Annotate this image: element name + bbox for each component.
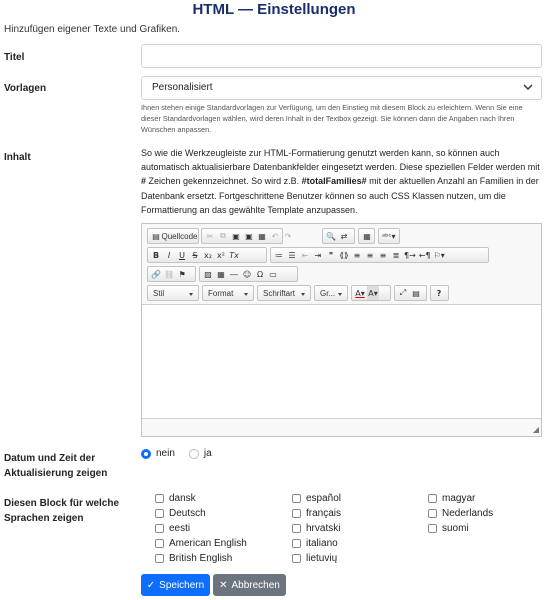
radio-ja[interactable] <box>189 449 199 459</box>
cancel-button-label: Abbrechen <box>231 579 280 591</box>
paragraph-group <box>270 247 489 263</box>
styles-combo[interactable]: Stil <box>147 285 199 301</box>
create-div-icon[interactable]: ⟪⟫ <box>339 250 349 260</box>
paste-icon[interactable]: ▣ <box>232 231 240 241</box>
paste-text-icon[interactable]: ▣ <box>245 231 253 241</box>
format-combo[interactable]: Format <box>202 285 254 301</box>
cancel-button[interactable] <box>213 574 286 596</box>
colors-group <box>351 285 391 301</box>
language-checkbox[interactable]: suomi <box>428 523 469 534</box>
language-checkbox[interactable]: American English <box>155 538 247 549</box>
checkbox[interactable] <box>292 509 301 518</box>
language-checkbox[interactable]: lietuvių <box>292 553 337 564</box>
remove-format-icon[interactable]: Tx <box>229 250 239 260</box>
language-checkbox[interactable]: dansk <box>155 493 196 504</box>
page-subtitle: Hinzufügen eigener Texte und Grafiken. <box>4 24 181 35</box>
vorlagen-help-text: Ihnen stehen einige Standardvorlagen zur Verfügung, um den Einstieg mit diesem Block zu erleichtern. Wenn Sie eine dieser Standardvorlagen wählen, wird deren Inhalt in der Textbox gezeigt. Sie können dann die Angaben nach Ihren Wünschen anpassen. <box>141 103 523 134</box>
blockquote-icon[interactable]: ❞ <box>328 250 334 260</box>
find-icon[interactable]: 🔍 <box>326 231 336 241</box>
bold-icon[interactable]: B <box>152 250 160 260</box>
language-checkbox[interactable]: Nederlands <box>428 508 493 519</box>
anchor-icon[interactable]: ⚑ <box>178 269 186 279</box>
special-char-icon[interactable]: Ω <box>256 269 264 279</box>
close-icon: ✕ <box>219 579 228 591</box>
strike-icon[interactable]: S <box>192 250 198 260</box>
datum-label: Datum und Zeit der Aktualisierung zeigen <box>4 453 108 479</box>
titel-label: Titel <box>4 52 25 63</box>
checkbox[interactable] <box>428 524 437 533</box>
indent-icon[interactable]: ⇥ <box>314 250 322 260</box>
rich-text-editor <box>141 223 542 437</box>
iframe-icon[interactable]: ▭ <box>269 269 277 279</box>
save-button[interactable] <box>141 574 210 596</box>
source-group <box>147 228 199 244</box>
titel-input[interactable] <box>141 44 542 68</box>
save-button-label: Speichern <box>159 579 205 591</box>
vorlagen-selected-value: Personalisiert <box>152 82 213 93</box>
links-group <box>147 266 196 282</box>
about-group <box>430 285 449 301</box>
font-combo[interactable]: Schriftart <box>257 285 311 301</box>
checkbox[interactable] <box>155 524 164 533</box>
vorlagen-select[interactable] <box>141 76 542 100</box>
replace-icon[interactable]: ⇄ <box>340 231 348 241</box>
radio-nein[interactable] <box>141 449 151 459</box>
language-checkbox[interactable]: British English <box>155 553 232 564</box>
redo-icon[interactable]: ↷ <box>284 231 292 241</box>
numbered-list-icon[interactable]: ≔ <box>275 250 283 260</box>
checkbox[interactable] <box>155 554 164 563</box>
inhalt-label: Inhalt <box>4 152 31 163</box>
unlink-icon[interactable]: ⛓ <box>164 269 175 279</box>
tools-group <box>394 285 427 301</box>
select-all-icon[interactable]: ▦ <box>363 231 371 241</box>
sprachen-label: Diesen Block für welche Sprachen zeigen <box>4 498 120 524</box>
smiley-icon[interactable]: ☺ <box>242 269 252 279</box>
superscript-icon[interactable]: x² <box>217 250 225 260</box>
font-size-combo[interactable]: Gr... <box>314 285 348 301</box>
table-icon[interactable]: ▦ <box>217 269 225 279</box>
clipboard-group <box>201 228 292 244</box>
editor-status-bar <box>142 418 541 436</box>
subscript-icon[interactable]: x₂ <box>204 250 212 260</box>
text-color-icon[interactable]: A▾ <box>355 288 365 298</box>
source-button[interactable]: Quellcode <box>161 231 198 241</box>
check-icon: ✓ <box>146 579 156 591</box>
checkbox[interactable] <box>292 524 301 533</box>
inhalt-description: So wie die Werkzeugleiste zur HTML-Formatierung genutzt werden kann, so können auch automatisch aktualisierbare Datenbankfelder eingesetzt werden. Diese speziellen Felder werden mit # Zeichen gekennzeichnet. So wird z.B. #totalFamilies# mit der aktuellen Anzahl an Familien in der Datenbank ersetzt. Fortgeschrittene Benutzer können so auch CSS Klassen nutzen, um die Formattierung an das gewählte Template anzupassen. <box>141 148 540 215</box>
language-checkbox[interactable]: français <box>292 508 341 519</box>
find-group <box>322 228 355 244</box>
checkbox[interactable] <box>292 494 301 503</box>
checkbox[interactable] <box>428 494 437 503</box>
spell-group <box>378 228 400 244</box>
italic-icon[interactable]: I <box>167 250 171 260</box>
language-checkbox[interactable]: hrvatski <box>292 523 340 534</box>
maximize-icon[interactable]: ⤢ <box>399 288 407 297</box>
checkbox[interactable] <box>155 494 164 503</box>
language-checkbox[interactable]: magyar <box>428 493 475 504</box>
radio-ja-label: ja <box>203 448 212 459</box>
datum-radio-group <box>141 448 212 459</box>
spellcheck-icon[interactable]: ᵃᵇᶜ▾ <box>382 231 396 241</box>
image-icon[interactable]: ▨ <box>204 269 212 279</box>
undo-icon[interactable]: ↶ <box>271 231 279 241</box>
outdent-icon[interactable]: ⇤ <box>301 250 309 260</box>
link-icon[interactable]: 🔗 <box>151 269 161 279</box>
checkbox[interactable] <box>428 509 437 518</box>
copy-icon[interactable]: ⧉ <box>220 231 226 240</box>
checkbox[interactable] <box>292 554 301 563</box>
vorlagen-label: Vorlagen <box>4 83 47 94</box>
align-left-icon[interactable]: ≡ <box>353 250 361 260</box>
chevron-down-icon <box>523 82 533 92</box>
show-blocks-icon[interactable]: ▤ <box>412 288 420 298</box>
language-checkbox[interactable]: italiano <box>292 538 338 549</box>
basicstyles-group <box>147 247 267 263</box>
language-checkbox[interactable]: eesti <box>155 523 190 534</box>
paste-word-icon[interactable]: ▦ <box>258 231 266 241</box>
ltr-icon[interactable]: ¶→ <box>404 250 416 260</box>
page-title: HTML — Einstellungen <box>192 1 356 18</box>
bullet-list-icon[interactable]: ☰ <box>288 250 296 260</box>
insert-group <box>199 266 298 282</box>
editor-content-area[interactable] <box>142 305 541 418</box>
checkbox[interactable] <box>155 539 164 548</box>
horizontal-rule-icon[interactable]: ― <box>230 269 238 279</box>
cut-icon[interactable]: ✂ <box>206 231 214 241</box>
align-right-icon[interactable]: ≡ <box>379 250 387 260</box>
underline-icon[interactable]: U <box>179 250 185 260</box>
justify-icon[interactable]: ≣ <box>392 250 400 260</box>
align-center-icon[interactable]: ≡ <box>366 250 374 260</box>
rtl-icon[interactable]: ←¶ <box>418 250 431 260</box>
language-checkbox[interactable]: Deutsch <box>155 508 206 519</box>
checkbox[interactable] <box>155 509 164 518</box>
bg-color-icon[interactable]: A▾ <box>367 286 379 300</box>
resize-handle-icon[interactable]: ◢ <box>532 425 539 434</box>
source-icon: ▤ <box>152 231 160 241</box>
language-checkbox[interactable]: español <box>292 493 341 504</box>
language-icon[interactable]: ⚐▾ <box>433 250 445 260</box>
editor-toolbar <box>142 224 541 305</box>
checkbox[interactable] <box>292 539 301 548</box>
select-group <box>358 228 375 244</box>
radio-nein-label: nein <box>156 448 175 459</box>
help-icon[interactable]: ? <box>436 288 442 298</box>
